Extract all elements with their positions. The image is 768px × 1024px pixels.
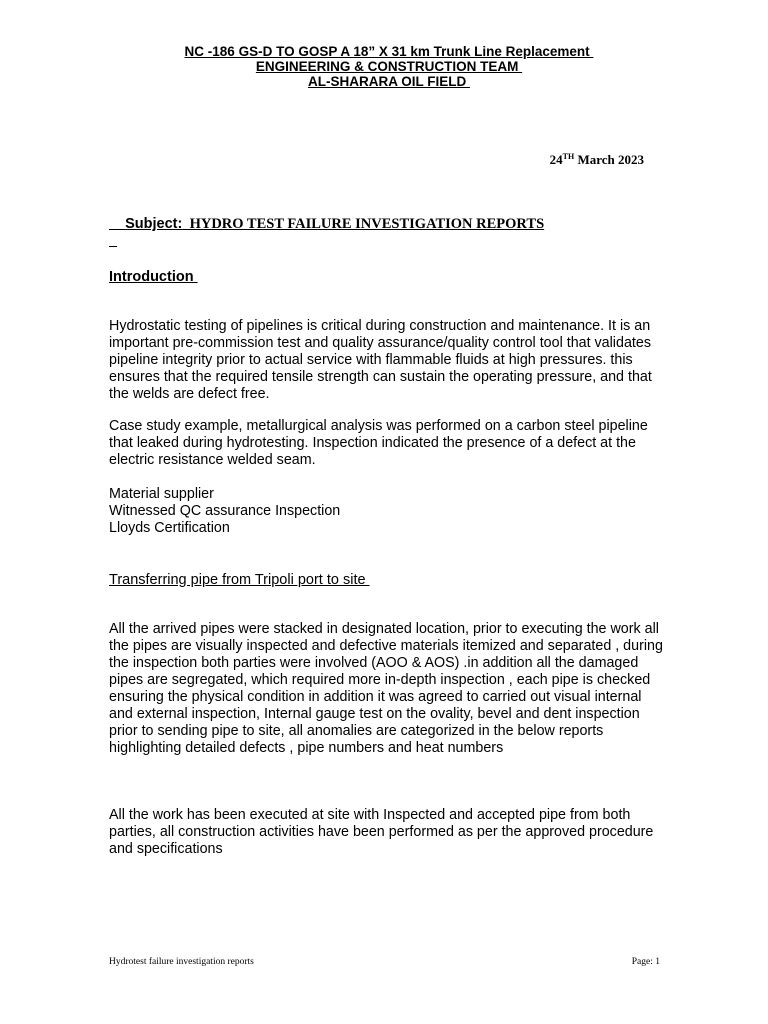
- date-suffix: TH: [562, 152, 575, 161]
- list-item: Material supplier: [109, 486, 214, 502]
- subject-text: HYDRO TEST FAILURE INVESTIGATION REPORTS: [182, 216, 545, 232]
- introduction-paragraph-2: [109, 418, 669, 469]
- header-line-team: ENGINEERING & CONSTRUCTION TEAM: [255, 59, 523, 74]
- introduction-paragraph-1: [109, 318, 669, 403]
- introduction-paragraph-2-text: Case study example, metallurgical analysis was performed on a carbon steel pipeline that leaked during hydrotesting. Inspection indicated the presence of a defect at the electric resistance welded seam.: [109, 418, 648, 468]
- transfer-paragraph-2-text: All the work has been executed at site with Inspected and accepted pipe from both parties, all construction activities have been performed as per the approved procedure and specifications: [109, 807, 654, 857]
- certification-list: [109, 486, 340, 537]
- transfer-paragraph-1: [109, 621, 669, 757]
- subject-line: [109, 200, 544, 249]
- document-date: [550, 152, 644, 168]
- introduction-paragraph-1-text: Hydrostatic testing of pipelines is critical during construction and maintenance. It is an important pre-commission test and quality assurance/quality control tool that validates pipeline integrity prior to actual service with flammable fluids at high pressures. this ensures that the required tensile strength can sustain the operating pressure, and that the welds are defect free.: [109, 318, 652, 402]
- footer-page-number: Page: 1: [631, 957, 660, 967]
- subject-label: Subject:: [125, 216, 183, 232]
- list-item: Lloyds Certification: [109, 520, 230, 536]
- document-header: [0, 44, 768, 89]
- list-item: Witnessed QC assurance Inspection: [109, 503, 341, 519]
- transfer-heading: Transferring pipe from Tripoli port to site: [109, 572, 370, 588]
- footer-document-title: Hydrotest failure investigation reports: [109, 957, 254, 967]
- date-day: 24: [549, 152, 563, 167]
- date-month-year: March 2023: [574, 152, 644, 167]
- transfer-paragraph-2: [109, 807, 669, 858]
- header-line-field: AL-SHARARA OIL FIELD: [308, 74, 470, 89]
- header-line-project: NC -186 GS-D TO GOSP A 18” X 31 km Trunk Line Replacement: [184, 44, 594, 59]
- introduction-heading: Introduction: [109, 269, 198, 285]
- transfer-paragraph-1-text: All the arrived pipes were stacked in designated location, prior to executing the work all the pipes are visually inspected and defective materials itemized and separated , during the inspection both parties were involved (AOO & AOS) .in addition all the damaged pipes are segregated, which required more in-depth inspection , each pipe is checked ensuring the physical condition in addition it was agreed to carried out visual internal and external inspection, Internal gauge test on the ovality, bevel and dent inspection prior to sending pipe to site, all anomalies are categorized in the below reports highlighting detailed defects , pipe numbers and heat numbers: [109, 621, 663, 756]
